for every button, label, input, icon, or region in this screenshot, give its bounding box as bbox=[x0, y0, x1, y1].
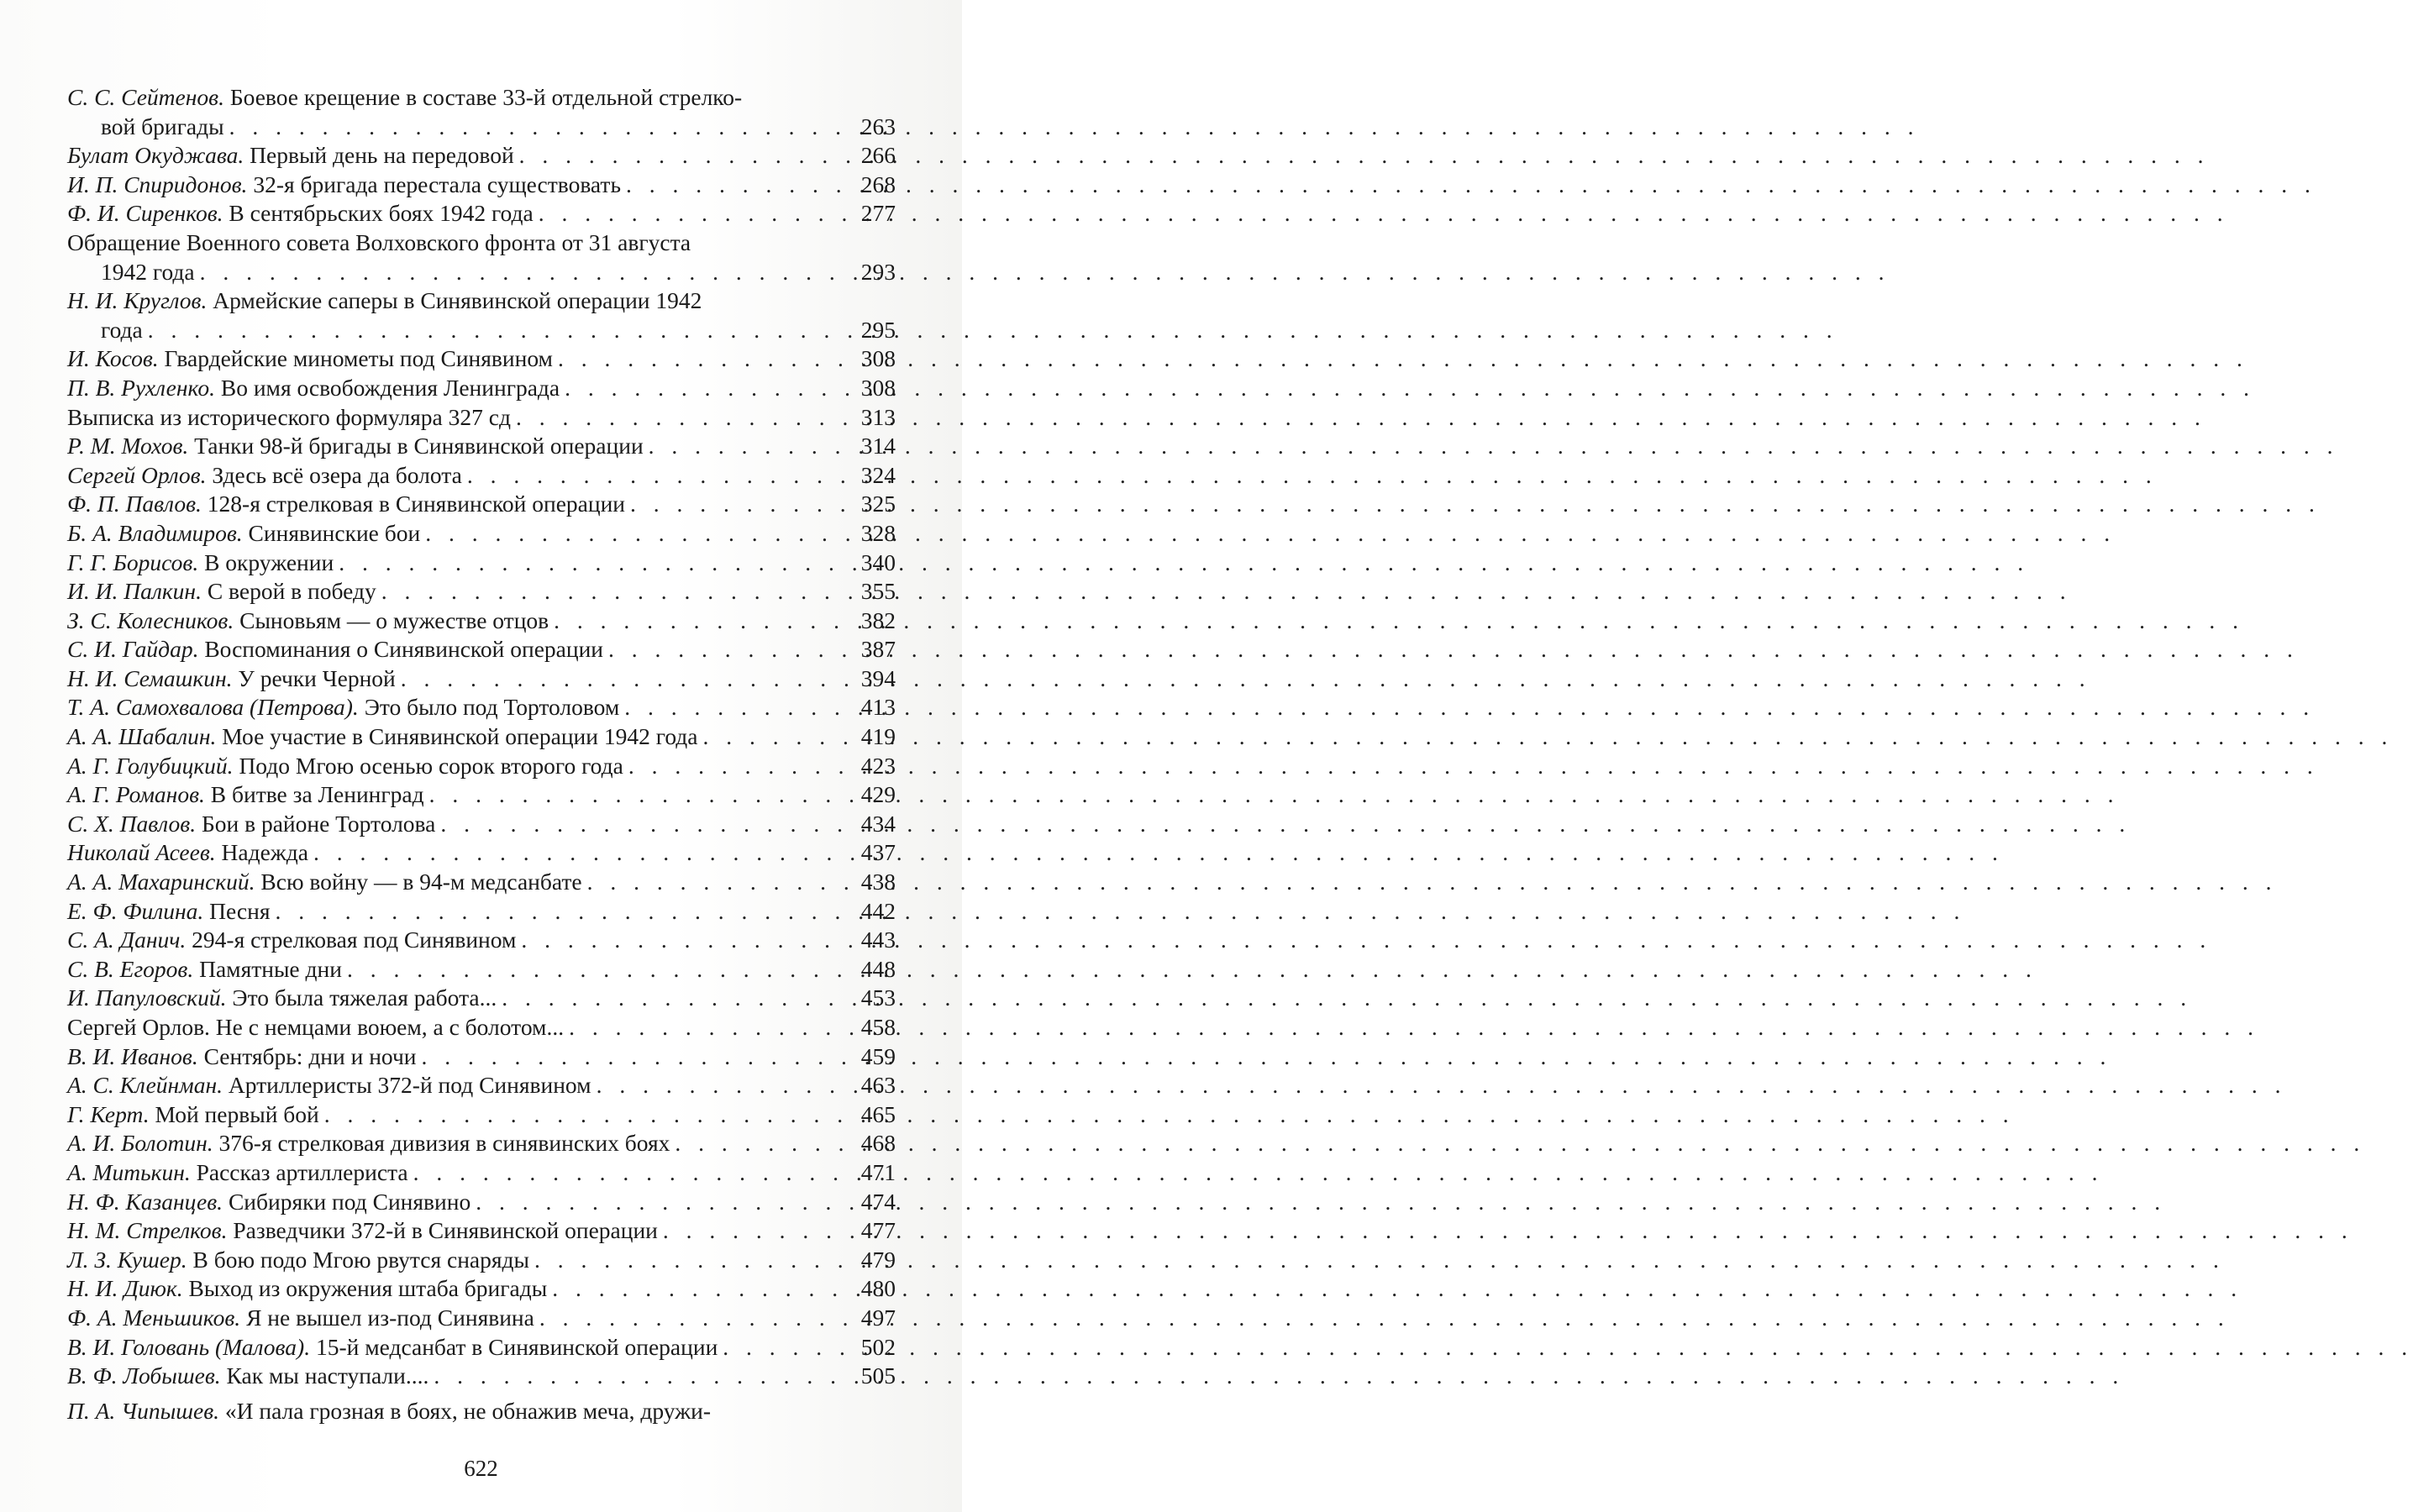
entry-author: И. И. Палкин. bbox=[67, 578, 202, 605]
entry-page-number: 468 bbox=[860, 1130, 896, 1157]
entry-title: Надежда bbox=[221, 839, 308, 866]
toc-entry bbox=[67, 286, 896, 344]
leader-dots bbox=[381, 577, 844, 606]
entry-author: А. А. Шабалин. bbox=[67, 723, 217, 750]
entry-title: Танки 98-й бригады в Синявинской операции bbox=[194, 433, 644, 459]
entry-author: Николай Асеев. bbox=[67, 839, 216, 866]
entry-page-number: 453 bbox=[860, 984, 896, 1011]
entry-page-number: 448 bbox=[860, 955, 896, 982]
entry-title: Это была тяжелая работа... bbox=[232, 984, 497, 1011]
toc-entry bbox=[67, 141, 896, 171]
leader-dots bbox=[401, 664, 844, 694]
entry-title: Памятные дни bbox=[199, 955, 342, 982]
entry-title: Армейские саперы в Синявинской операции 1942 bbox=[213, 287, 702, 314]
entry-page-number: 471 bbox=[860, 1158, 896, 1185]
entry-page-number: 463 bbox=[860, 1072, 896, 1099]
leader-dots bbox=[565, 374, 844, 403]
entry-author: Ф. И. Сиренков. bbox=[67, 200, 223, 227]
toc-entry bbox=[67, 1304, 896, 1333]
entry-author: Н. И. Диюк. bbox=[67, 1275, 183, 1302]
toc-entry bbox=[67, 1042, 896, 1072]
entry-title: 15-й медсанбат в Синявинской операции bbox=[315, 1333, 718, 1360]
toc-entry bbox=[67, 955, 896, 984]
toc-entry bbox=[67, 810, 896, 839]
leader-dots bbox=[702, 722, 844, 752]
entry-page-number: 434 bbox=[860, 810, 896, 837]
entry-author: Н. Ф. Казанцев. bbox=[67, 1188, 223, 1215]
entry-title: Песня bbox=[209, 897, 271, 924]
entry-title: Бои в районе Тортолова bbox=[201, 810, 436, 837]
leader-dots bbox=[663, 1216, 844, 1246]
entry-title: 32-я бригада перестала существовать bbox=[253, 171, 621, 197]
entry-author: Н. И. Семашкин. bbox=[67, 664, 233, 691]
leader-dots bbox=[422, 1042, 844, 1072]
entry-page-number: 293 bbox=[860, 258, 896, 285]
entry-author: Г. Г. Борисов. bbox=[67, 549, 199, 575]
toc-entry bbox=[67, 461, 896, 491]
toc-entry bbox=[67, 171, 896, 200]
entry-title: Обращение Военного совета Волховского фронта от 31 августа bbox=[67, 228, 691, 255]
entry-title: Подо Мгою осенью сорок второго года bbox=[239, 752, 623, 779]
entry-page-number: 340 bbox=[860, 549, 896, 575]
leader-dots bbox=[347, 955, 844, 984]
entry-author: А. С. Клейнман. bbox=[67, 1072, 223, 1099]
leader-dots bbox=[440, 810, 844, 839]
entry-title: Как мы наступали.... bbox=[226, 1362, 429, 1389]
leader-dots bbox=[516, 403, 844, 433]
toc-entry bbox=[67, 199, 896, 228]
entry-page-number: 419 bbox=[860, 723, 896, 750]
toc-entry bbox=[67, 577, 896, 606]
entry-title: Рассказ артиллериста bbox=[196, 1158, 408, 1185]
leader-dots bbox=[675, 1129, 844, 1158]
entry-title: В бою подо Мгою рвутся снаряды bbox=[192, 1246, 530, 1273]
leader-dots bbox=[519, 141, 844, 171]
leader-dots bbox=[624, 693, 844, 722]
entry-title: Синявинские бои bbox=[248, 519, 421, 546]
leader-dots bbox=[476, 1188, 844, 1217]
entry-title: В сентябрьских боях 1942 года bbox=[229, 200, 534, 227]
leader-dots bbox=[467, 461, 844, 491]
entry-author: Булат Окуджава. bbox=[67, 142, 244, 169]
entry-author: Сергей Орлов. bbox=[67, 461, 207, 488]
entry-title: Выход из окружения штаба бригады bbox=[188, 1275, 548, 1302]
entry-page-number: 480 bbox=[860, 1275, 896, 1302]
leader-dots bbox=[608, 635, 844, 664]
toc-entry bbox=[67, 1188, 896, 1217]
toc-entry bbox=[67, 1100, 896, 1130]
entry-page-number: 479 bbox=[860, 1246, 896, 1273]
entry-page-number: 458 bbox=[860, 1014, 896, 1040]
entry-author: Ф. А. Меньшиков. bbox=[67, 1304, 241, 1331]
leader-dots bbox=[324, 1100, 844, 1130]
entry-title: Первый день на передовой bbox=[250, 142, 514, 169]
entry-page-number: 442 bbox=[860, 897, 896, 924]
leader-dots bbox=[649, 432, 844, 461]
entry-page-number: 308 bbox=[860, 345, 896, 372]
entry-author: А. А. Махаринский. bbox=[67, 869, 255, 895]
toc-entry bbox=[67, 606, 896, 636]
entry-title: Это было под Тортоловом bbox=[364, 694, 620, 721]
leader-dots bbox=[558, 344, 844, 374]
entry-page-number: 277 bbox=[860, 200, 896, 227]
entry-page-number: 465 bbox=[860, 1100, 896, 1127]
entry-page-number: 295 bbox=[860, 316, 896, 343]
entry-page-number: 505 bbox=[860, 1362, 896, 1389]
entry-title: У речки Черной bbox=[238, 664, 396, 691]
entry-title: Мое участие в Синявинской операции 1942 года bbox=[222, 723, 698, 750]
entry-page-number: 413 bbox=[860, 694, 896, 721]
page-number: 622 bbox=[464, 1456, 498, 1481]
toc-entry bbox=[67, 1013, 896, 1042]
entry-title-continued: 1942 года bbox=[101, 258, 195, 285]
entry-title: Здесь всё озера да болота bbox=[212, 461, 462, 488]
toc-entry bbox=[67, 403, 896, 433]
entry-page-number: 382 bbox=[860, 606, 896, 633]
leader-dots bbox=[723, 1333, 844, 1362]
entry-author: И. Папуловский. bbox=[67, 984, 227, 1011]
entry-page-number: 268 bbox=[860, 171, 896, 197]
toc-entry bbox=[67, 868, 896, 897]
entry-title: Сыновьям — о мужестве отцов bbox=[239, 606, 549, 633]
entry-author: В. И. Иванов. bbox=[67, 1042, 198, 1069]
entry-page-number: 263 bbox=[860, 113, 896, 139]
entry-author: Б. А. Владимиров. bbox=[67, 519, 243, 546]
entry-author: Е. Ф. Филина. bbox=[67, 897, 204, 924]
leader-dots bbox=[597, 1071, 844, 1100]
entry-title: Боевое крещение в составе 33-й отдельной стрелко- bbox=[229, 84, 743, 110]
leader-dots bbox=[229, 113, 844, 142]
leader-dots bbox=[539, 199, 844, 228]
entry-author: П. В. Рухленко. bbox=[67, 374, 215, 401]
leader-dots bbox=[425, 519, 844, 549]
entry-title: «И пала грозная в боях, не обнажив меча, дружи- bbox=[224, 1398, 712, 1424]
entry-page-number: 387 bbox=[860, 636, 896, 663]
entry-page-number: 394 bbox=[860, 664, 896, 691]
entry-title: С верой в победу bbox=[207, 578, 376, 605]
toc-entry bbox=[67, 549, 896, 578]
toc-entry bbox=[67, 984, 896, 1013]
entry-author: П. А. Чипышев. bbox=[67, 1398, 220, 1424]
toc-entry bbox=[67, 1362, 896, 1391]
toc-entry bbox=[67, 1216, 896, 1246]
leader-dots bbox=[413, 1158, 844, 1188]
entry-page-number: 474 bbox=[860, 1188, 896, 1215]
entry-page-number: 266 bbox=[860, 142, 896, 169]
entry-page-number: 423 bbox=[860, 752, 896, 779]
entry-page-number: 314 bbox=[860, 433, 896, 459]
toc-entry bbox=[67, 635, 896, 664]
entry-author: Н. И. Круглов. bbox=[67, 287, 208, 314]
entry-author: Р. М. Мохов. bbox=[67, 433, 189, 459]
entry-title: Артиллеристы 372-й под Синявином bbox=[228, 1072, 591, 1099]
leader-dots bbox=[628, 752, 844, 781]
toc-entry bbox=[67, 780, 896, 810]
entry-author: С. А. Данич. bbox=[67, 927, 187, 953]
entry-author: А. Митькин. bbox=[67, 1158, 191, 1185]
entry-author: В. Ф. Лобышев. bbox=[67, 1362, 221, 1389]
entry-page-number: 497 bbox=[860, 1304, 896, 1331]
toc-entry bbox=[67, 664, 896, 694]
toc-entry-continued bbox=[67, 1397, 711, 1426]
toc-entry bbox=[67, 432, 896, 461]
toc-entry bbox=[67, 83, 896, 141]
entry-title: Воспоминания о Синявинской операции bbox=[204, 636, 604, 663]
leader-dots bbox=[521, 926, 844, 955]
leader-dots bbox=[313, 838, 844, 868]
entry-title: Всю войну — в 94-м медсанбате bbox=[260, 869, 582, 895]
leader-dots bbox=[148, 316, 844, 345]
entry-author: А. И. Болотин. bbox=[67, 1130, 213, 1157]
toc-entry bbox=[67, 1274, 896, 1304]
leader-dots bbox=[534, 1246, 844, 1275]
entry-page-number: 308 bbox=[860, 374, 896, 401]
toc-entry bbox=[67, 344, 896, 374]
toc-entry bbox=[67, 1333, 896, 1362]
leader-dots bbox=[434, 1362, 844, 1391]
toc-entry bbox=[67, 1246, 896, 1275]
leader-dots bbox=[626, 171, 844, 200]
leader-dots bbox=[569, 1013, 844, 1042]
table-of-contents bbox=[67, 83, 896, 1391]
entry-title: 128-я стрелковая в Синявинской операции bbox=[207, 491, 626, 517]
entry-author: Л. З. Кушер. bbox=[67, 1246, 187, 1273]
entry-author: С. И. Гайдар. bbox=[67, 636, 199, 663]
book-page bbox=[0, 0, 962, 1512]
toc-entry bbox=[67, 1158, 896, 1188]
leader-dots bbox=[630, 490, 844, 519]
toc-entry bbox=[67, 1129, 896, 1158]
entry-title: 294-я стрелковая под Синявином bbox=[192, 927, 517, 953]
entry-page-number: 328 bbox=[860, 519, 896, 546]
entry-page-number: 325 bbox=[860, 491, 896, 517]
entry-title: Сентябрь: дни и ночи bbox=[203, 1042, 417, 1069]
entry-author: С. С. Сейтенов. bbox=[67, 84, 224, 110]
entry-page-number: 459 bbox=[860, 1042, 896, 1069]
entry-title: Сибиряки под Синявино bbox=[228, 1188, 471, 1215]
leader-dots bbox=[554, 606, 844, 636]
entry-page-number: 502 bbox=[860, 1333, 896, 1360]
toc-entry bbox=[67, 228, 896, 286]
entry-page-number: 313 bbox=[860, 403, 896, 430]
entry-author: Ф. П. Павлов. bbox=[67, 491, 202, 517]
entry-page-number: 355 bbox=[860, 578, 896, 605]
entry-author: А. Г. Романов. bbox=[67, 781, 205, 808]
entry-author: Т. А. Самохвалова (Петрова). bbox=[67, 694, 359, 721]
toc-entry bbox=[67, 752, 896, 781]
entry-title: Выписка из исторического формуляра 327 сд bbox=[67, 403, 511, 430]
entry-author: С. В. Егоров. bbox=[67, 955, 194, 982]
entry-title: В окружении bbox=[204, 549, 334, 575]
toc-entry bbox=[67, 926, 896, 955]
entry-title: В битве за Ленинград bbox=[210, 781, 424, 808]
entry-author: Г. Керт. bbox=[67, 1100, 150, 1127]
entry-title: Я не вышел из-под Синявина bbox=[246, 1304, 534, 1331]
leader-dots bbox=[539, 1304, 844, 1333]
toc-entry bbox=[67, 374, 896, 403]
toc-entry bbox=[67, 519, 896, 549]
entry-page-number: 438 bbox=[860, 869, 896, 895]
entry-author: В. И. Головань (Малова). bbox=[67, 1333, 311, 1360]
entry-author: С. Х. Павлов. bbox=[67, 810, 197, 837]
entry-author: З. С. Колесников. bbox=[67, 606, 234, 633]
entry-title: Гвардейские минометы под Синявином bbox=[164, 345, 553, 372]
toc-entry bbox=[67, 722, 896, 752]
leader-dots bbox=[200, 258, 844, 287]
toc-entry bbox=[67, 490, 896, 519]
entry-title: Во имя освобождения Ленинграда bbox=[220, 374, 560, 401]
entry-page-number: 477 bbox=[860, 1217, 896, 1244]
toc-entry bbox=[67, 897, 896, 927]
entry-title-continued: года bbox=[101, 316, 143, 343]
leader-dots bbox=[502, 984, 844, 1013]
entry-title: Мой первый бой bbox=[155, 1100, 319, 1127]
leader-dots bbox=[429, 780, 844, 810]
entry-author: А. Г. Голубицкий. bbox=[67, 752, 234, 779]
leader-dots bbox=[276, 897, 844, 927]
toc-entry bbox=[67, 838, 896, 868]
entry-title: Разведчики 372-й в Синявинской операции bbox=[233, 1217, 658, 1244]
leader-dots bbox=[339, 549, 844, 578]
entry-title: Сергей Орлов. Не с немцами воюем, а с болотом... bbox=[67, 1014, 565, 1040]
entry-page-number: 429 bbox=[860, 781, 896, 808]
leader-dots bbox=[587, 868, 844, 897]
entry-page-number: 437 bbox=[860, 839, 896, 866]
entry-title: 376-я стрелковая дивизия в синявинских боях bbox=[218, 1130, 670, 1157]
entry-title-continued: вой бригады bbox=[101, 113, 224, 139]
entry-author: Н. М. Стрелков. bbox=[67, 1217, 228, 1244]
toc-entry bbox=[67, 693, 896, 722]
entry-page-number: 443 bbox=[860, 927, 896, 953]
entry-page-number: 324 bbox=[860, 461, 896, 488]
toc-entry bbox=[67, 1071, 896, 1100]
entry-author: И. П. Спиридонов. bbox=[67, 171, 248, 197]
leader-dots bbox=[552, 1274, 844, 1304]
entry-author: И. Косов. bbox=[67, 345, 159, 372]
